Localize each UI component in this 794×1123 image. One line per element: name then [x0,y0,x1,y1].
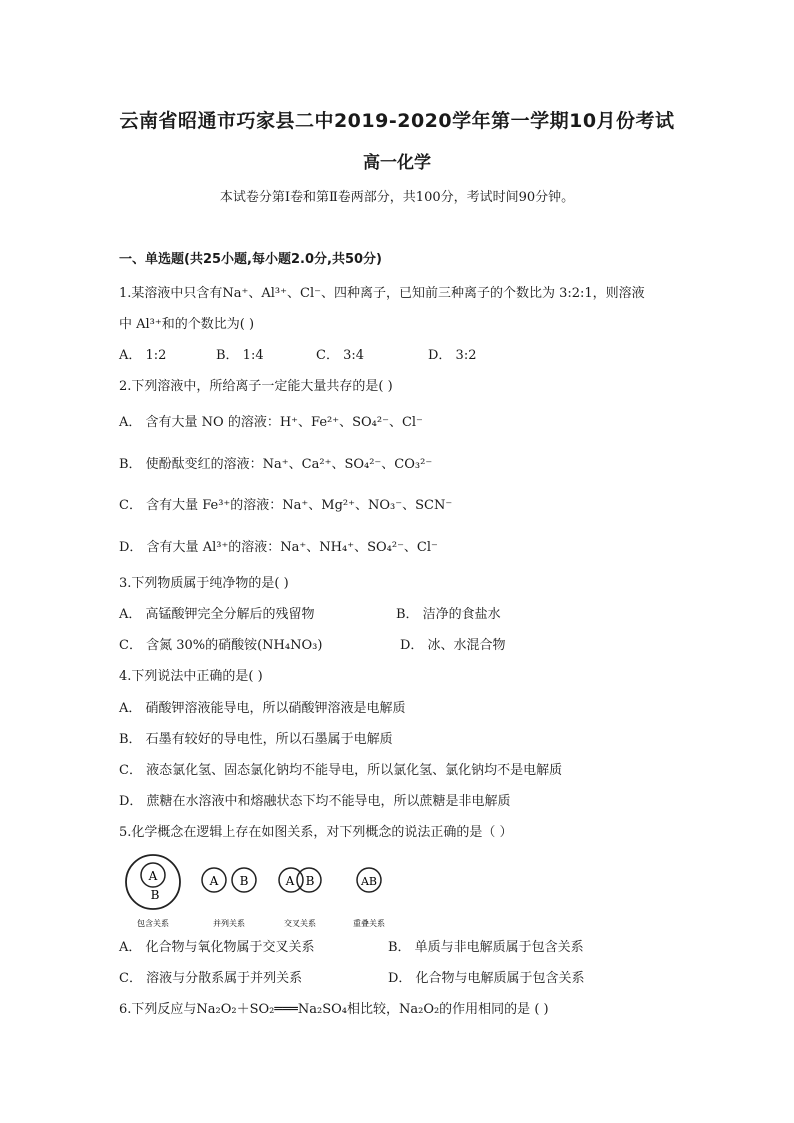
q3-stem: 3.下列物质属于纯净物的是( ) [119,576,289,591]
q3-option-a: A． 高锰酸钾完全分解后的残留物 [119,607,315,622]
parallel-label: 并列关系 [213,919,245,928]
inclusion-letter-a: A [148,869,158,883]
q3-option-d: D． 冰、水混合物 [400,638,506,653]
q3-option-c: C． 含氮 30%的硝酸铵(NH₄NO₃) [119,638,323,653]
q5-option-b: B． 单质与非电解质属于包含关系 [388,940,584,955]
intersection-label: 交叉关系 [284,919,316,928]
q5-option-a: A． 化合物与氧化物属于交叉关系 [119,940,315,955]
q5-option-d: D． 化合物与电解质属于包含关系 [388,971,585,986]
overlap-label: 重叠关系 [353,919,385,928]
q2-option-a: A． 含有大量 NO 的溶液：H⁺、Fe²⁺、SO₄²⁻、Cl⁻ [119,415,423,430]
parallel-letter-a: A [209,874,219,888]
q4-option-c: C． 液态氯化氢、固态氯化钠均不能导电，所以氯化氢、氯化钠均不是电解质 [119,763,563,778]
exam-subject: 高一化学 [363,153,431,173]
q2-option-d: D． 含有大量 Al³⁺的溶液：Na⁺、NH₄⁺、SO₄²⁻、Cl⁻ [119,540,438,555]
intersection-letter-b: B [305,874,315,888]
q3-option-b: B． 洁净的食盐水 [396,607,501,622]
q6-stem: 6.下列反应与Na₂O₂＋SO₂═══Na₂SO₄相比较，Na₂O₂的作用相同的是 ( ) [119,1002,549,1017]
inclusion-label: 包含关系 [137,919,169,928]
q4-option-b: B． 石墨有较好的导电性，所以石墨属于电解质 [119,732,393,747]
q2-option-b: B． 使酚酞变红的溶液：Na⁺、Ca²⁺、SO₄²⁻、CO₃²⁻ [119,457,433,472]
q1-option-d: D． 3:2 [428,348,477,363]
q1-stem-line2: 中 Al³⁺和的个数比为( ) [119,317,255,332]
section-heading: 一、单选题(共25小题,每小题2.0分,共50分) [119,252,382,267]
q2-stem: 2.下列溶液中，所给离子一定能大量共存的是( ) [119,379,393,394]
q5-stem: 5.化学概念在逻辑上存在如图关系，对下列概念的说法正确的是（ ） [119,825,513,840]
inclusion-letter-b: B [150,888,160,902]
q2-option-c: C． 含有大量 Fe³⁺的溶液：Na⁺、Mg²⁺、NO₃⁻、SCN⁻ [119,498,453,513]
q4-option-a: A． 硝酸钾溶液能导电，所以硝酸钾溶液是电解质 [119,701,406,716]
intersection-letter-a: A [285,874,295,888]
overlap-diagram [353,868,385,928]
inclusion-diagram [126,855,180,928]
overlap-letters-ab: AB [360,875,378,888]
exam-title: 云南省昭通市巧家县二中2019-2020学年第一学期10月份考试 [119,110,675,132]
exam-intro: 本试卷分第Ⅰ卷和第Ⅱ卷两部分，共100分，考试时间90分钟。 [219,190,575,205]
q4-stem: 4.下列说法中正确的是( ) [119,669,263,684]
q1-option-c: C． 3:4 [316,348,365,363]
q1-option-b: B． 1:4 [216,348,264,363]
intersection-diagram [279,868,321,928]
parallel-letter-b: B [239,874,249,888]
q1-option-a: A． 1:2 [119,348,167,363]
parallel-diagram [202,868,256,928]
q1-stem-line1: 1.某溶液中只含有Na⁺、Al³⁺、Cl⁻、四种离子，已知前三种离子的个数比为 3:2:1，则溶液 [119,286,645,301]
q5-option-c: C． 溶液与分散系属于并列关系 [119,971,303,986]
relationship-diagram-svg [119,850,409,930]
q4-option-d: D． 蔗糖在水溶液中和熔融状态下均不能导电，所以蔗糖是非电解质 [119,794,511,809]
concept-relationship-diagram [119,850,409,930]
